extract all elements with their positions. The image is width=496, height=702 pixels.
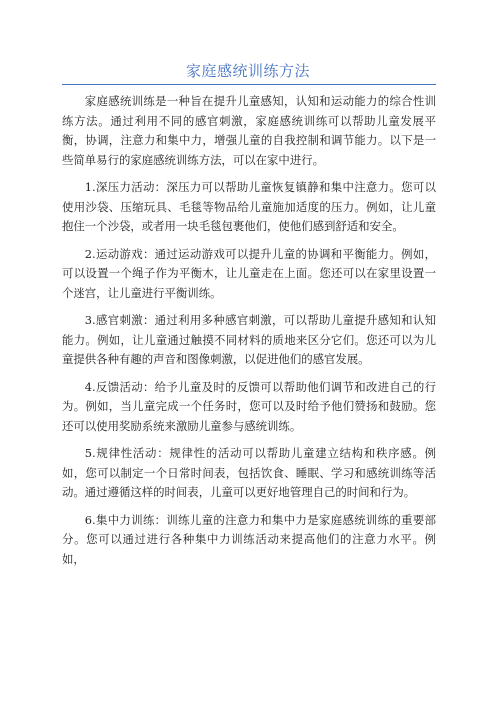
paragraph-feedback: 4.反馈活动：给予儿童及时的反馈可以帮助他们调节和改进自己的行为。例如，当儿童完成一个任务时，您可以及时给予他们赞扬和鼓励。您还可以使用奖励系统来激励儿童参与感统训练。 bbox=[62, 379, 436, 433]
paragraph-routine: 5.规律性活动：规律性的活动可以帮助儿童建立结构和秩序感。例如，您可以制定一个日常时间表，包括饮食、睡眠、学习和感统训练等活动。通过遵循这样的时间表，儿童可以更好地管理自己的时间和行为。 bbox=[62, 446, 436, 499]
paragraph-deep-pressure: 1.深压力活动：深压力可以帮助儿童恢复镇静和集中注意力。您可以使用沙袋、压缩玩具、毛毯等物品给儿童施加适度的压力。例如，让儿童抱住一个沙袋，或者用一块毛毯包裹他们，使他们感到舒适和安全。 bbox=[62, 180, 436, 233]
paragraph-movement-games: 2.运动游戏：通过运动游戏可以提升儿童的协调和平衡能力。例如，可以设置一个绳子作为平衡木，让儿童走在上面。您还可以在家里设置一个迷宫，让儿童进行平衡训练。 bbox=[62, 246, 436, 300]
paragraph-sensory-stimulation: 3.感官刺激：通过利用多种感官刺激，可以帮助儿童提升感知和认知能力。例如，让儿童通过触摸不同材料的质地来区分它们。您还可以为儿童提供各种有趣的声音和图像刺激，以促进他们的感官发展。 bbox=[62, 313, 436, 366]
paragraph-intro: 家庭感统训练是一种旨在提升儿童感知，认知和运动能力的综合性训练方法。通过利用不同的感官刺激，家庭感统训练可以帮助儿童发展平衡，协调，注意力和集中力，增强儿童的自我控制和调节能力。以下是一些简单易行的家庭感统训练方法，可以在家中进行。 bbox=[62, 94, 436, 167]
paragraph-focus-training: 6.集中力训练：训练儿童的注意力和集中力是家庭感统训练的重要部分。您可以通过进行各种集中力训练活动来提高他们的注意力水平。例如， bbox=[62, 512, 436, 566]
document-body bbox=[62, 92, 436, 577]
document-title: 家庭感统训练方法 bbox=[185, 62, 310, 80]
title-underline bbox=[62, 84, 436, 85]
